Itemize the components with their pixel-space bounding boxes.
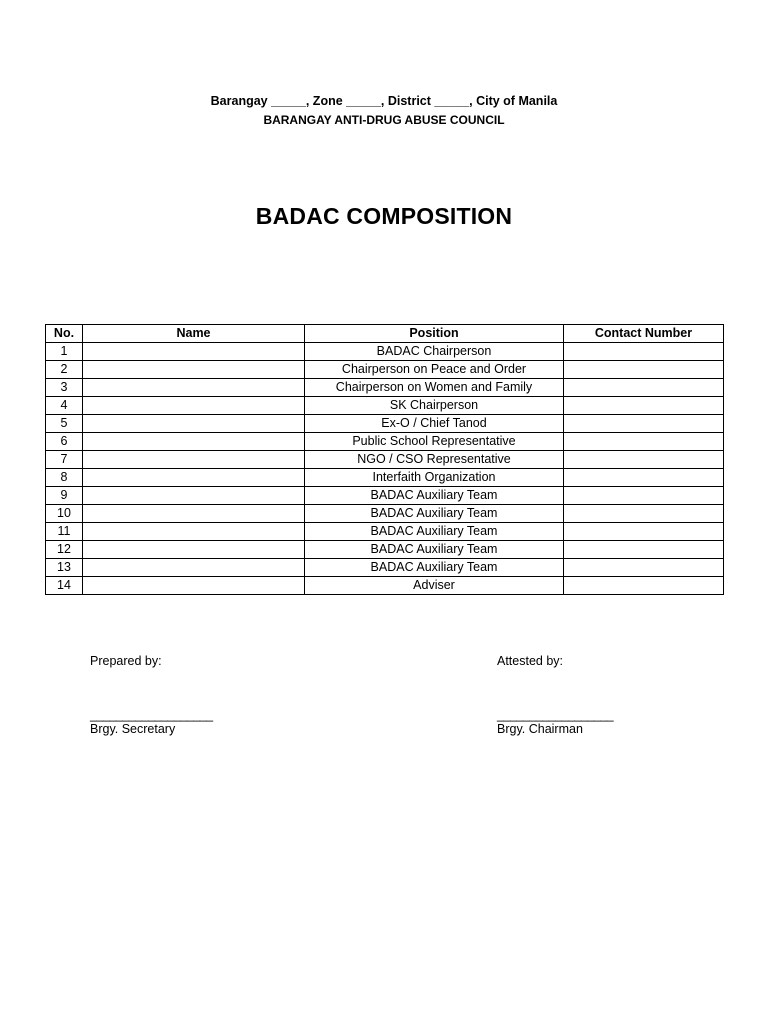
cell-name: [83, 343, 305, 361]
column-header-no: No.: [46, 325, 83, 343]
attested-by-block: [497, 654, 613, 736]
cell-no: 12: [46, 541, 83, 559]
cell-no: 6: [46, 433, 83, 451]
table-row: [46, 505, 724, 523]
cell-name: [83, 577, 305, 595]
cell-name: [83, 379, 305, 397]
cell-contact-number: [564, 361, 724, 379]
prepared-by-block: [90, 654, 213, 736]
attested-by-role: Brgy. Chairman: [497, 722, 583, 736]
table-row: [46, 361, 724, 379]
cell-position: Chairperson on Peace and Order: [305, 361, 564, 379]
table-row: [46, 379, 724, 397]
table-row: [46, 559, 724, 577]
cell-contact-number: [564, 451, 724, 469]
prepared-by-signature-line: ___________________: [90, 708, 213, 722]
attested-by-label: Attested by:: [497, 654, 564, 668]
cell-contact-number: [564, 415, 724, 433]
cell-contact-number: [564, 559, 724, 577]
cell-name: [83, 559, 305, 577]
cell-name: [83, 487, 305, 505]
cell-name: [83, 541, 305, 559]
table-row: [46, 433, 724, 451]
cell-contact-number: [564, 505, 724, 523]
table-row: [46, 577, 724, 595]
cell-no: 9: [46, 487, 83, 505]
cell-name: [83, 397, 305, 415]
cell-name: [83, 433, 305, 451]
cell-name: [83, 415, 305, 433]
table-row: [46, 469, 724, 487]
cell-no: 4: [46, 397, 83, 415]
cell-position: BADAC Auxiliary Team: [305, 487, 564, 505]
cell-no: 8: [46, 469, 83, 487]
cell-no: 5: [46, 415, 83, 433]
attested-by-signature-line: __________________: [497, 708, 614, 722]
cell-contact-number: [564, 487, 724, 505]
header-location-line: Barangay _____, Zone _____, District _____, City of Manila: [210, 94, 558, 108]
cell-contact-number: [564, 523, 724, 541]
cell-position: Ex-O / Chief Tanod: [305, 415, 564, 433]
cell-no: 7: [46, 451, 83, 469]
cell-position: BADAC Chairperson: [305, 343, 564, 361]
cell-no: 2: [46, 361, 83, 379]
cell-contact-number: [564, 433, 724, 451]
cell-name: [83, 505, 305, 523]
cell-position: Chairperson on Women and Family: [305, 379, 564, 397]
cell-position: Interfaith Organization: [305, 469, 564, 487]
column-header-position: Position: [305, 325, 564, 343]
prepared-by-role: Brgy. Secretary: [90, 722, 176, 736]
document-title: BADAC COMPOSITION: [255, 203, 513, 229]
composition-table: [45, 324, 724, 595]
table-row: [46, 451, 724, 469]
table-row: [46, 541, 724, 559]
cell-position: BADAC Auxiliary Team: [305, 541, 564, 559]
table-row: [46, 343, 724, 361]
column-header-contact-number: Contact Number: [564, 325, 724, 343]
table-row: [46, 523, 724, 541]
cell-no: 3: [46, 379, 83, 397]
cell-no: 14: [46, 577, 83, 595]
cell-contact-number: [564, 343, 724, 361]
cell-name: [83, 469, 305, 487]
cell-no: 13: [46, 559, 83, 577]
cell-position: NGO / CSO Representative: [305, 451, 564, 469]
table-row: [46, 487, 724, 505]
cell-no: 11: [46, 523, 83, 541]
column-header-name: Name: [83, 325, 305, 343]
cell-position: SK Chairperson: [305, 397, 564, 415]
cell-contact-number: [564, 577, 724, 595]
table-header-row: [46, 325, 724, 343]
cell-no: 10: [46, 505, 83, 523]
cell-no: 1: [46, 343, 83, 361]
cell-name: [83, 451, 305, 469]
cell-contact-number: [564, 379, 724, 397]
prepared-by-label: Prepared by:: [90, 654, 162, 668]
cell-position: BADAC Auxiliary Team: [305, 505, 564, 523]
cell-position: BADAC Auxiliary Team: [305, 523, 564, 541]
cell-name: [83, 523, 305, 541]
cell-position: BADAC Auxiliary Team: [305, 559, 564, 577]
cell-position: Public School Representative: [305, 433, 564, 451]
cell-position: Adviser: [305, 577, 564, 595]
cell-contact-number: [564, 541, 724, 559]
cell-contact-number: [564, 397, 724, 415]
header-council-line: BARANGAY ANTI-DRUG ABUSE COUNCIL: [263, 113, 505, 127]
table-row: [46, 415, 724, 433]
cell-contact-number: [564, 469, 724, 487]
cell-name: [83, 361, 305, 379]
table-row: [46, 397, 724, 415]
